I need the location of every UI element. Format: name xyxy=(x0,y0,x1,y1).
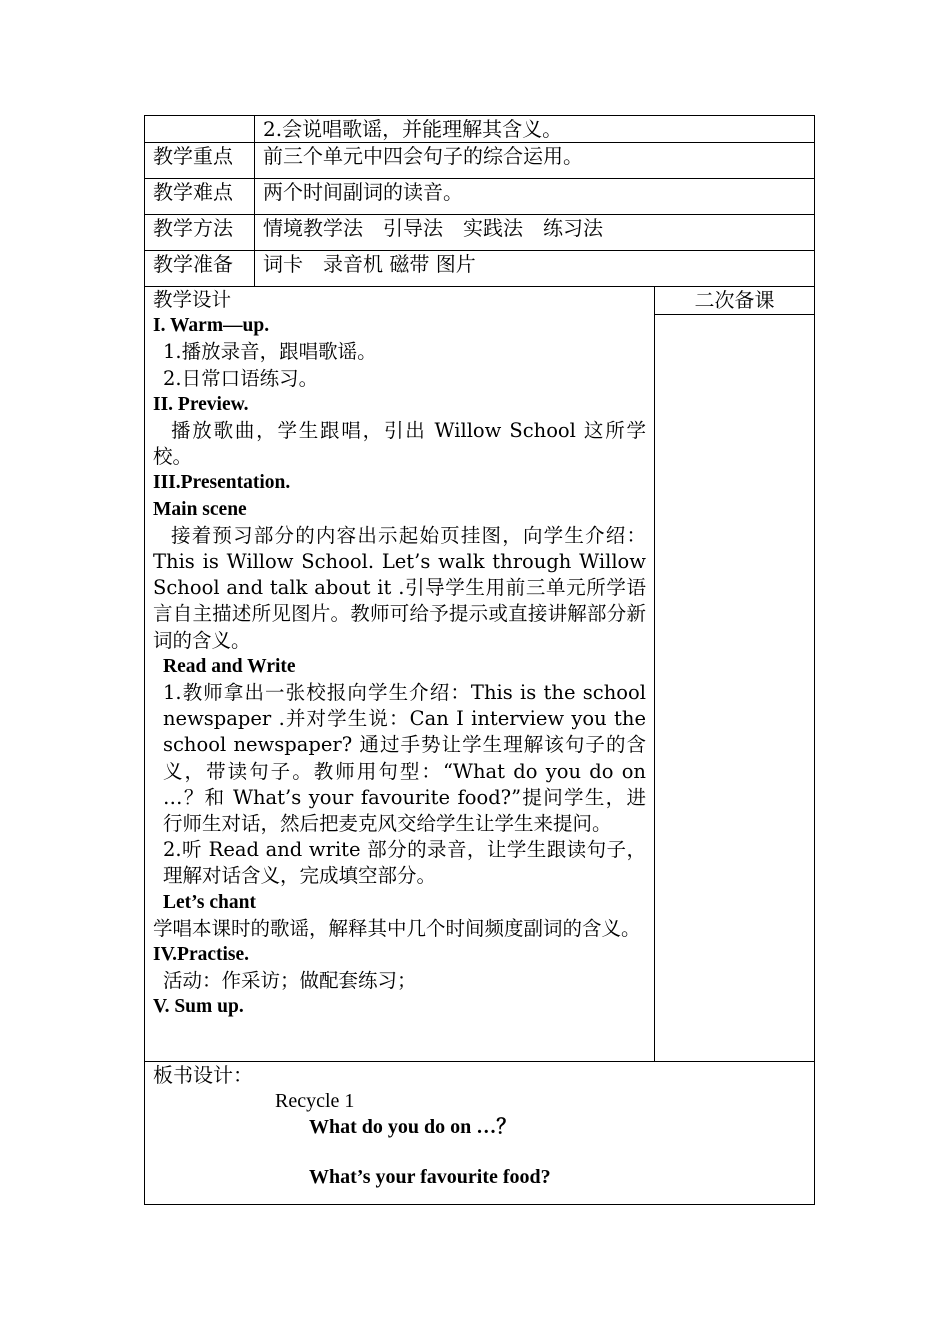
preview-title: II. Preview. xyxy=(153,393,249,415)
secondary-prep-cell xyxy=(655,287,815,1062)
board-row xyxy=(145,1062,815,1205)
design-heading: 教学设计 xyxy=(153,288,232,311)
methods-row xyxy=(145,215,815,251)
main-scene-title: Main scene xyxy=(153,498,247,520)
practise-text: 活动：作采访；做配套练习； xyxy=(163,969,417,993)
read-write-title: Read and Write xyxy=(163,655,296,677)
board-line-1: What do you do on …？ xyxy=(309,1116,517,1138)
chant-title: Let’s chant xyxy=(163,891,256,913)
key-points-value: 前三个单元中四会句子的综合运用。 xyxy=(255,143,815,179)
sumup-title: V. Sum up. xyxy=(153,996,244,1018)
chant-text: 学唱本课时的歌谣，解释其中几个时间频度副词的含义。 xyxy=(153,916,641,940)
objective-row xyxy=(145,116,815,143)
secondary-prep-heading: 二次备课 xyxy=(655,287,814,315)
preview-text: 播放歌曲，学生跟唱，引出 Willow School 这所学校。 xyxy=(153,419,646,469)
preparation-value: 词卡 录音机 磁带 图片 xyxy=(255,251,815,287)
design-cell xyxy=(145,287,655,1062)
main-scene-text: 接着预习部分的内容出示起始页挂图，向学生介绍：This is Willow School. Let’s walk through Willow School and talk about it .引导学生用前三单元所学语言自主描述所见图片。教师可给予提示或直接讲解部分新词的含义。 xyxy=(153,523,646,652)
methods-value: 情境教学法 引导法 实践法 练习法 xyxy=(255,215,815,251)
board-heading: 板书设计： xyxy=(153,1063,253,1087)
methods-label: 教学方法 xyxy=(145,215,255,251)
read-write-step-1: 1.教师拿出一张校报向学生介绍：This is the school newspaper .并对学生说：Can I interview you the school newspaper? 通过手势让学生理解该句子的含义，带读句子。教师用句型：“What do you do on …？和 What’s your favourite food?”提问学生，进行师生对话，然后把麦克风交给学生让学生来提问。 xyxy=(163,681,646,836)
read-write-step-2: 2.听 Read and write 部分的录音，让学生跟读句子，理解对话含义，完成填空部分。 xyxy=(163,838,646,888)
warmup-step-1: 1.播放录音，跟唱歌谣。 xyxy=(163,340,377,364)
lesson-plan-table xyxy=(144,115,815,1205)
objective-text: 2.会说唱歌谣，并能理解其含义。 xyxy=(255,116,815,143)
board-line-2: What’s your favourite food? xyxy=(309,1166,551,1188)
board-subtitle: Recycle 1 xyxy=(275,1090,355,1112)
design-row xyxy=(145,287,815,1062)
difficulties-row xyxy=(145,179,815,215)
preparation-row xyxy=(145,251,815,287)
design-body xyxy=(153,287,646,1021)
board-cell xyxy=(145,1062,815,1205)
key-points-row xyxy=(145,143,815,179)
preparation-label: 教学准备 xyxy=(145,251,255,287)
warmup-step-2: 2.日常口语练习。 xyxy=(163,366,319,390)
key-points-label: 教学重点 xyxy=(145,143,255,179)
presentation-title: III.Presentation. xyxy=(153,472,291,494)
objective-label-cell xyxy=(145,116,255,143)
difficulties-value: 两个时间副词的读音。 xyxy=(255,179,815,215)
difficulties-label: 教学难点 xyxy=(145,179,255,215)
board-spacer xyxy=(153,1140,806,1164)
warmup-title: I. Warm—up. xyxy=(153,315,270,337)
practise-title: IV.Practise. xyxy=(153,944,250,966)
